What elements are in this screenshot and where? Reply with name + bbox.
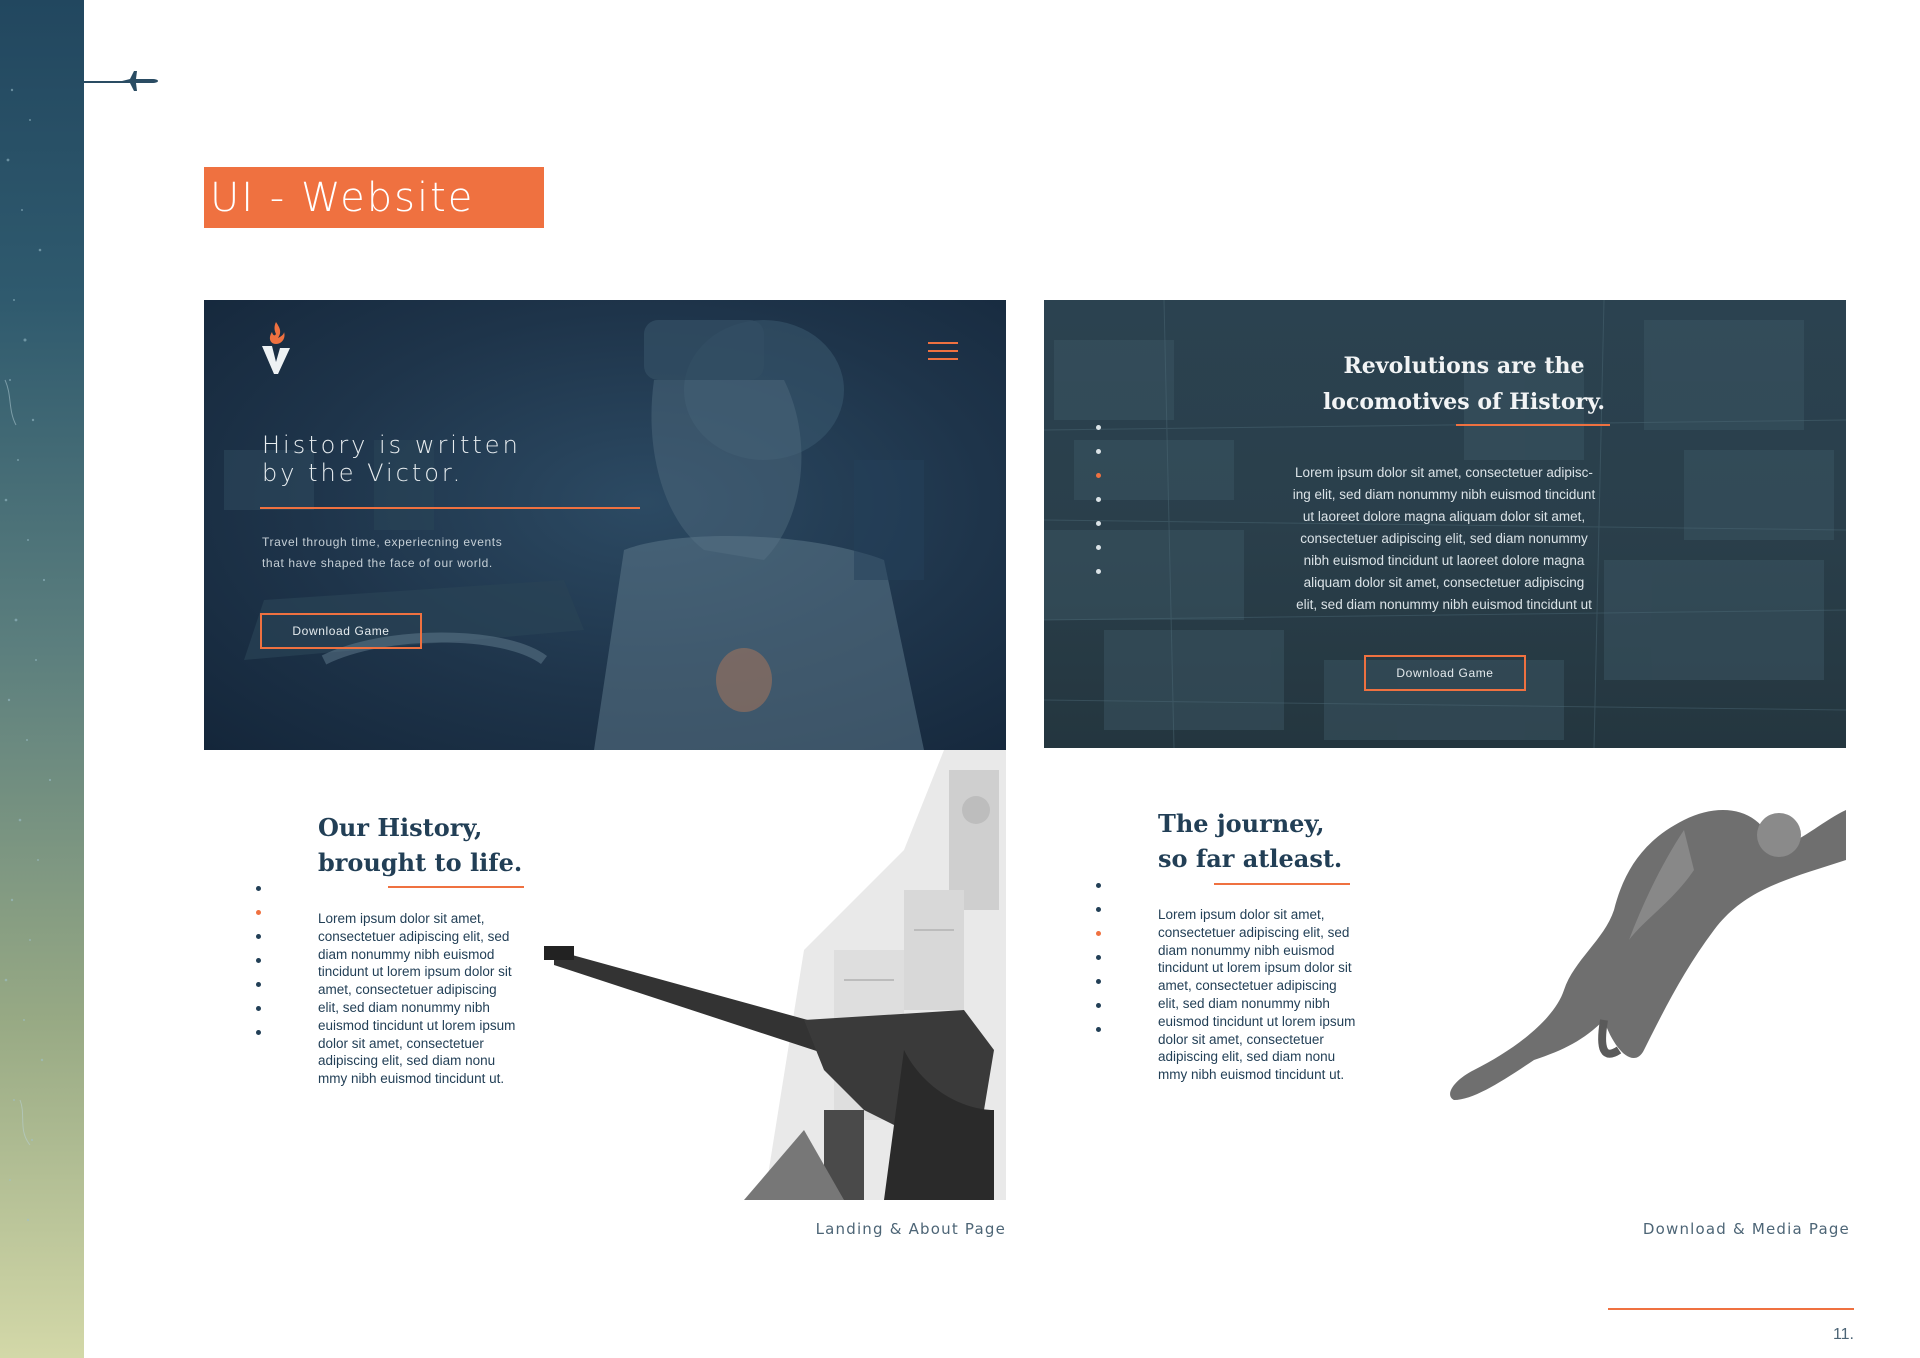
revolutions-title-line: locomotives of History.	[1322, 389, 1606, 415]
body-line: dolor sit amet, consectetuer	[1158, 1031, 1324, 1047]
body-line: amet, consectetuer adipiscing	[1158, 978, 1337, 994]
body-line: tincidunt ut lorem ipsum dolor sit	[1158, 960, 1352, 976]
slide-dot[interactable]	[256, 886, 261, 891]
body-line: mmy nibh euismod tincidunt ut.	[318, 1071, 505, 1087]
body-line: adipiscing elit, sed diam nonu	[1158, 1049, 1336, 1065]
slide-dot[interactable]	[1096, 449, 1101, 454]
torch-v-logo	[260, 322, 292, 374]
body-line: diam nonummy nibh euismod	[318, 946, 495, 962]
about-heading-line: brought to life.	[318, 848, 523, 877]
hero-subtext-line: Travel through time, experiecning events	[262, 535, 503, 549]
section-title-bar	[204, 167, 544, 228]
body-line: elit, sed diam nonummy nibh	[318, 999, 490, 1015]
body-line: amet, consectetuer adipiscing	[318, 982, 497, 998]
download-game-button[interactable]: Download Game	[1364, 655, 1526, 691]
revolutions-divider	[1456, 424, 1610, 426]
download-game-button[interactable]: Download Game	[260, 613, 422, 649]
about-divider	[388, 886, 524, 888]
slide-dot[interactable]	[1096, 569, 1101, 574]
slide-dot-active[interactable]	[1096, 473, 1101, 478]
slide-dot[interactable]	[1096, 521, 1101, 526]
slide-indicator	[256, 886, 261, 1035]
body-line: ut laoreet dolore magna aliquam dolor sit amet,	[1302, 509, 1586, 524]
media-heading	[1158, 806, 1458, 876]
slide-dot[interactable]	[1096, 955, 1101, 960]
about-heading-line: Our History,	[318, 813, 483, 842]
body-line: euismod tincidunt ut lorem ipsum	[1158, 1013, 1356, 1029]
footer-divider	[1608, 1308, 1854, 1310]
hamburger-menu-icon[interactable]	[928, 342, 958, 366]
revolutions-body	[1264, 462, 1624, 616]
landing-hero-panel	[204, 300, 1006, 750]
about-panel	[204, 750, 1006, 1200]
decorative-side-strip	[0, 0, 84, 1358]
body-line: nibh euismod tincidunt ut laoreet dolore magna	[1303, 553, 1585, 568]
media-divider	[1214, 883, 1350, 885]
slide-dot-active[interactable]	[256, 910, 261, 915]
jet-plane-icon	[122, 69, 158, 93]
body-line: mmy nibh euismod tincidunt ut.	[1158, 1067, 1345, 1083]
hero-headline	[262, 431, 582, 487]
body-line: ing elit, sed diam nonummy nibh euismod tincidunt	[1292, 487, 1596, 502]
body-line: tincidunt ut lorem ipsum dolor sit	[318, 964, 512, 980]
section-title: UI - Website	[210, 174, 475, 221]
slide-dot[interactable]	[1096, 883, 1101, 888]
slide-dot[interactable]	[1096, 545, 1101, 550]
about-heading	[318, 810, 618, 880]
body-line: adipiscing elit, sed diam nonu	[318, 1053, 496, 1069]
hero-divider	[260, 507, 640, 509]
body-line: diam nonummy nibh euismod	[1158, 942, 1335, 958]
slide-dot[interactable]	[256, 958, 261, 963]
body-line: consectetuer adipiscing elit, sed	[318, 928, 510, 944]
slide-dot[interactable]	[1096, 425, 1101, 430]
body-line: dolor sit amet, consectetuer	[318, 1035, 484, 1051]
media-body	[1158, 906, 1398, 1084]
body-line: aliquam dolor sit amet, consectetuer adipiscing	[1303, 575, 1585, 590]
body-line: elit, sed diam nonummy nibh euismod tincidunt ut	[1296, 597, 1592, 612]
body-line: Lorem ipsum dolor sit amet,	[318, 911, 485, 926]
speckle-texture	[0, 0, 84, 1358]
hero-subtext	[262, 532, 552, 574]
revolutions-title	[1274, 348, 1654, 420]
hero-headline-line: History is written	[262, 431, 521, 459]
slide-dot[interactable]	[256, 934, 261, 939]
slide-dot[interactable]	[1096, 1027, 1101, 1032]
revolutions-panel	[1044, 300, 1846, 748]
slide-indicator	[1096, 425, 1101, 574]
slide-dot[interactable]	[256, 1006, 261, 1011]
media-heading-line: so far atleast.	[1158, 844, 1343, 873]
hero-headline-line: by the Victor.	[262, 459, 464, 487]
hero-subtext-line: that have shaped the face of our world.	[262, 556, 493, 570]
slide-indicator	[1096, 883, 1101, 1032]
slide-dot[interactable]	[1096, 907, 1101, 912]
page-number: 11.	[1832, 1326, 1854, 1343]
body-line: Lorem ipsum dolor sit amet,	[1158, 907, 1325, 922]
body-line: consectetuer adipiscing elit, sed	[1158, 924, 1350, 940]
body-line: consectetuer adipiscing elit, sed diam nonummy	[1300, 531, 1588, 546]
slide-dot[interactable]	[1096, 497, 1101, 502]
slide-dot[interactable]	[1096, 979, 1101, 984]
revolutions-title-line: Revolutions are the	[1343, 353, 1585, 379]
vr-gamer-photo	[204, 300, 1006, 750]
caption-download-media: Download & Media Page	[1642, 1220, 1850, 1238]
media-heading-line: The journey,	[1158, 809, 1325, 838]
slide-dot-active[interactable]	[1096, 931, 1101, 936]
media-panel	[1044, 750, 1846, 1200]
slide-dot[interactable]	[1096, 1003, 1101, 1008]
slide-dot[interactable]	[256, 982, 261, 987]
body-line: Lorem ipsum dolor sit amet, consectetuer adipisc-	[1295, 465, 1593, 480]
body-line: elit, sed diam nonummy nibh	[1158, 995, 1330, 1011]
caption-landing-about: Landing & About Page	[815, 1220, 1006, 1238]
slide-dot[interactable]	[256, 1030, 261, 1035]
body-line: euismod tincidunt ut lorem ipsum	[318, 1017, 516, 1033]
about-body	[318, 910, 558, 1088]
